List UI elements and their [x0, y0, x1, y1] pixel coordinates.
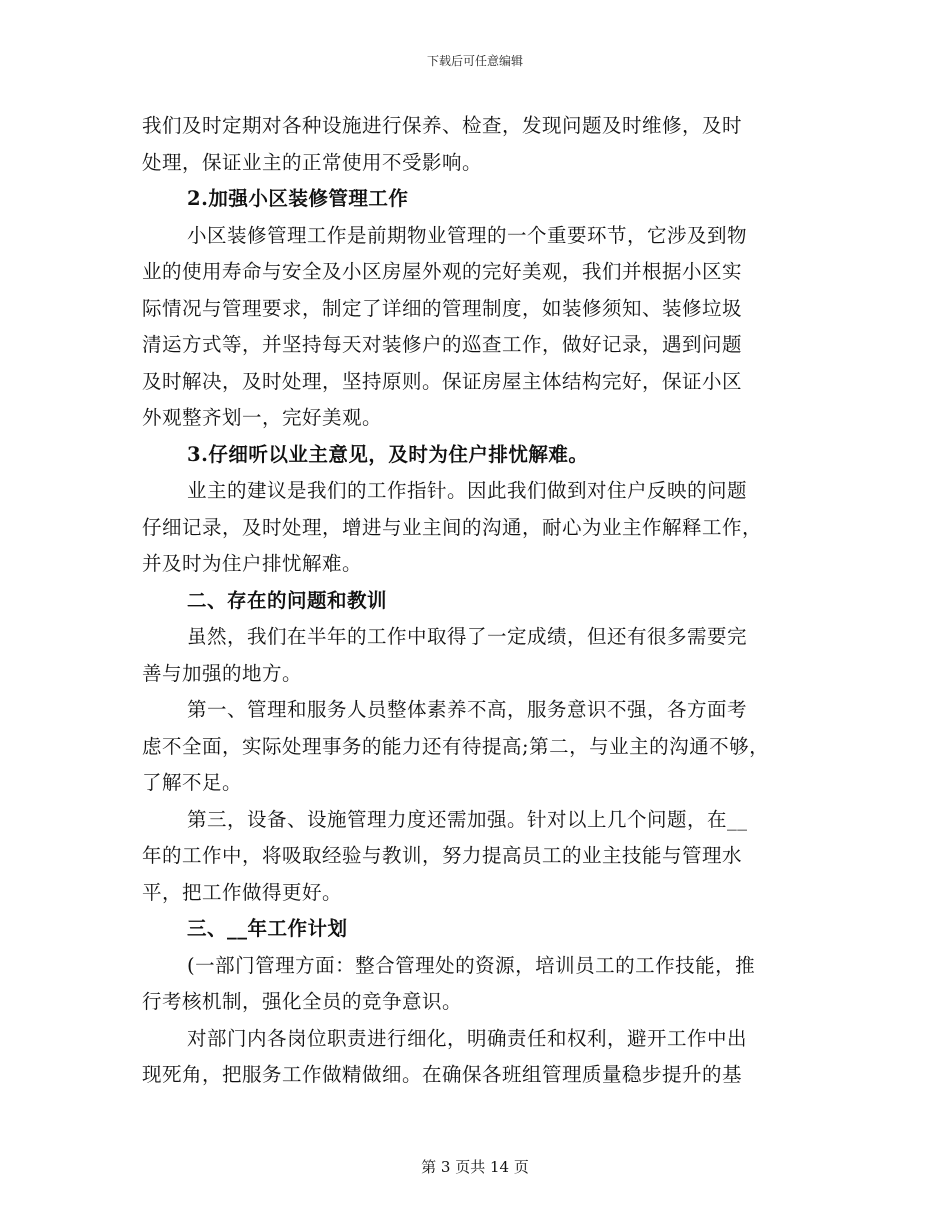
text-line: 及时解决，及时处理，坚持原则。保证房屋主体结构完好，保证小区 [142, 369, 743, 393]
text-line: 外观整齐划一，完好美观。 [142, 406, 383, 429]
paragraph [142, 473, 814, 583]
section-heading [142, 583, 814, 620]
document-body [142, 108, 814, 1094]
text-line: 行考核机制，强化全员的竞争意识。 [142, 990, 463, 1013]
paragraph [142, 619, 814, 692]
text-line: 虽然，我们在半年的工作中取得了一定成绩，但还有很多需要完 [187, 625, 748, 648]
text-line: 业主的建议是我们的工作指针。因此我们做到对住户反映的问题 [187, 479, 748, 502]
text-line: 了解不足。 [142, 771, 243, 794]
text-line: 虑不全面，实际处理事务的能力还有待提高;第二，与业主的沟通不够， [142, 734, 770, 758]
section-heading [142, 181, 814, 218]
section-heading [142, 437, 814, 474]
page-footer: 第 3 页共 14 页 [421, 1158, 529, 1176]
text-line: 清运方式等，并坚持每天对装修户的巡查工作，做好记录，遇到问题 [142, 333, 743, 356]
paragraph [142, 692, 814, 802]
text-line: 处理，保证业主的正常使用不受影响。 [142, 150, 483, 174]
paragraph [142, 108, 814, 181]
heading-text: 三、__年工作计划 [187, 917, 348, 940]
text-line: 仔细记录，及时处理，增进与业主间的沟通，耐心为业主作解释工作， [142, 515, 763, 539]
paragraph [142, 948, 814, 1021]
paragraph [142, 1021, 814, 1094]
heading-text: 二、存在的问题和教训 [187, 588, 388, 612]
text-line: 业的使用寿命与安全及小区房屋外观的完好美观，我们并根据小区实 [142, 260, 743, 283]
text-line: 小区装修管理工作是前期物业管理的一个重要环节，它涉及到物 [187, 223, 748, 247]
text-line: 际情况与管理要求，制定了详细的管理制度，如装修须知、装修垃圾 [142, 296, 743, 320]
text-line: 年的工作中，将吸取经验与教训，努力提高员工的业主技能与管理水 [142, 844, 743, 867]
paragraph [142, 802, 814, 912]
text-line: 第三，设备、设施管理力度还需加强。针对以上几个问题，在__ [187, 807, 748, 831]
text-line: 第一、管理和服务人员整体素养不高，服务意识不强，各方面考 [187, 698, 748, 721]
heading-text: 2.加强小区装修管理工作 [187, 187, 409, 210]
text-line: 现死角，把服务工作做精做细。在确保各班组管理质量稳步提升的基 [142, 1063, 743, 1086]
page-header: 下载后可任意编辑 [426, 54, 523, 68]
text-line: 善与加强的地方。 [142, 661, 303, 685]
heading-text: 3.仔细听以业主意见，及时为住户排忧解难。 [187, 442, 589, 466]
paragraph [142, 218, 814, 437]
text-line: 平，把工作做得更好。 [142, 880, 343, 904]
text-line: 我们及时定期对各种设施进行保养、检查，发现问题及时维修，及时 [142, 114, 743, 137]
section-heading [142, 911, 814, 948]
text-line: 对部门内各岗位职责进行细化，明确责任和权利，避开工作中出 [187, 1026, 748, 1050]
text-line: 并及时为住户排忧解难。 [142, 552, 363, 575]
text-line: (一部门管理方面：整合管理处的资源，培训员工的工作技能，推 [187, 953, 756, 977]
